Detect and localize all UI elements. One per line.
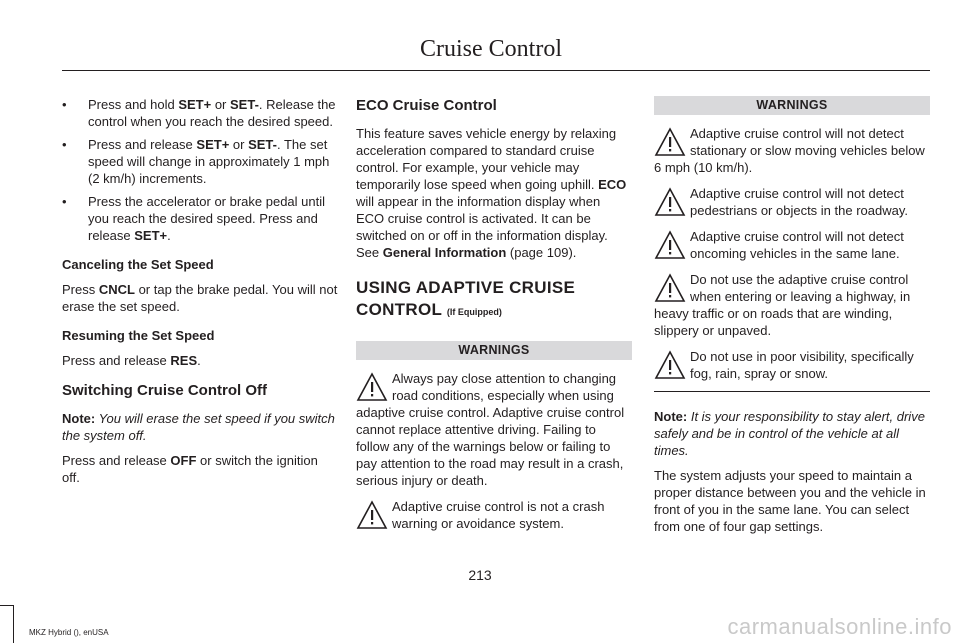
warnings-end-divider [654,391,930,392]
bullet-list [62,96,338,244]
section-title-canceling: Canceling the Set Speed [62,257,214,272]
warning-item: Do not use in poor visibility, specifically fog, rain, spray or snow. [654,348,930,382]
warning-triangle-icon [356,372,388,402]
column-right [654,96,930,543]
warning-triangle-icon [654,187,686,217]
list-item: • Press the accelerator or brake pedal until you reach the desired speed. Press and release SET+. [62,193,338,244]
paragraph-off: Press and release OFF or switch the ignition off. [62,453,318,485]
warning-item: Always pay close attention to changing road conditions, especially when using adaptive cruise control. Adaptive cruise control cannot replace attentive driving. Failing to follow any of the warnings below or failing to pay attention to the road may result in a crash, serious injury or death. [356,371,625,488]
warning-item: Do not use the adaptive cruise control when entering or leaving a highway, in heavy traffic or on roads that are winding, slippery or unpaved. [654,272,911,338]
warning-triangle-icon [654,230,686,260]
list-item: • Press and hold SET+ or SET-. Release the control when you reach the desired speed. [62,96,338,130]
warning-triangle-icon [356,500,388,530]
warning-item: Adaptive cruise control will not detect pedestrians or objects in the roadway. [654,185,930,219]
warning-item: Adaptive cruise control will not detect oncoming vehicles in the same lane. [654,228,930,262]
watermark: carmanualsonline.info [727,614,952,639]
page-title: Cruise Control [420,36,562,62]
crop-mark [13,605,14,643]
section-title-adaptive-cruise: USING ADAPTIVE CRUISE CONTROL (If Equipped) [356,278,576,319]
paragraph-canceling: Press CNCL or tap the brake pedal. You will not erase the set speed. [62,282,338,314]
page-number: 213 [468,567,492,583]
warning-triangle-icon [654,273,686,303]
header-divider [62,70,930,71]
list-item: • Press and release SET+ or SET-. The set speed will change in approximately 1 mph (2 km/h) increments. [62,136,338,187]
warning-item: Adaptive cruise control will not detect stationary or slow moving vehicles below 6 mph (10 km/h). [654,126,925,175]
paragraph-gap-settings: The system adjusts your speed to maintain a proper distance between you and the vehicle in front of you in the same lane. You can select from one of four gap settings. [654,468,926,534]
note: Note: You will erase the set speed if you switch the system off. [62,411,335,443]
column-middle [356,96,632,541]
section-title-switching-off: Switching Cruise Control Off [62,382,267,399]
warnings-banner: WARNINGS [356,341,632,360]
warning-item: Adaptive cruise control is not a crash warning or avoidance system. [356,498,632,532]
warnings-banner: WARNINGS [654,96,930,115]
section-title-resuming: Resuming the Set Speed [62,328,215,343]
section-title-eco: ECO Cruise Control [356,97,497,114]
crop-mark [0,605,14,606]
note: Note: It is your responsibility to stay alert, drive safely and be in control of the vehicle at all times. [654,409,925,458]
warning-triangle-icon [654,350,686,380]
paragraph-eco: This feature saves vehicle energy by relaxing acceleration compared to standard cruise control. For example, your vehicle may temporarily lose speed when going uphill. ECO will appear in the information display when ECO cruise control is activated. It can be switched on or off in the information display. See General Information (page 109). [356,126,627,260]
warning-triangle-icon [654,127,686,157]
column-left [62,96,338,494]
document-id: MKZ Hybrid (), enUSA [29,628,109,637]
paragraph-resuming: Press and release RES. [62,353,201,368]
cross-reference-link[interactable]: General Information [382,245,507,260]
